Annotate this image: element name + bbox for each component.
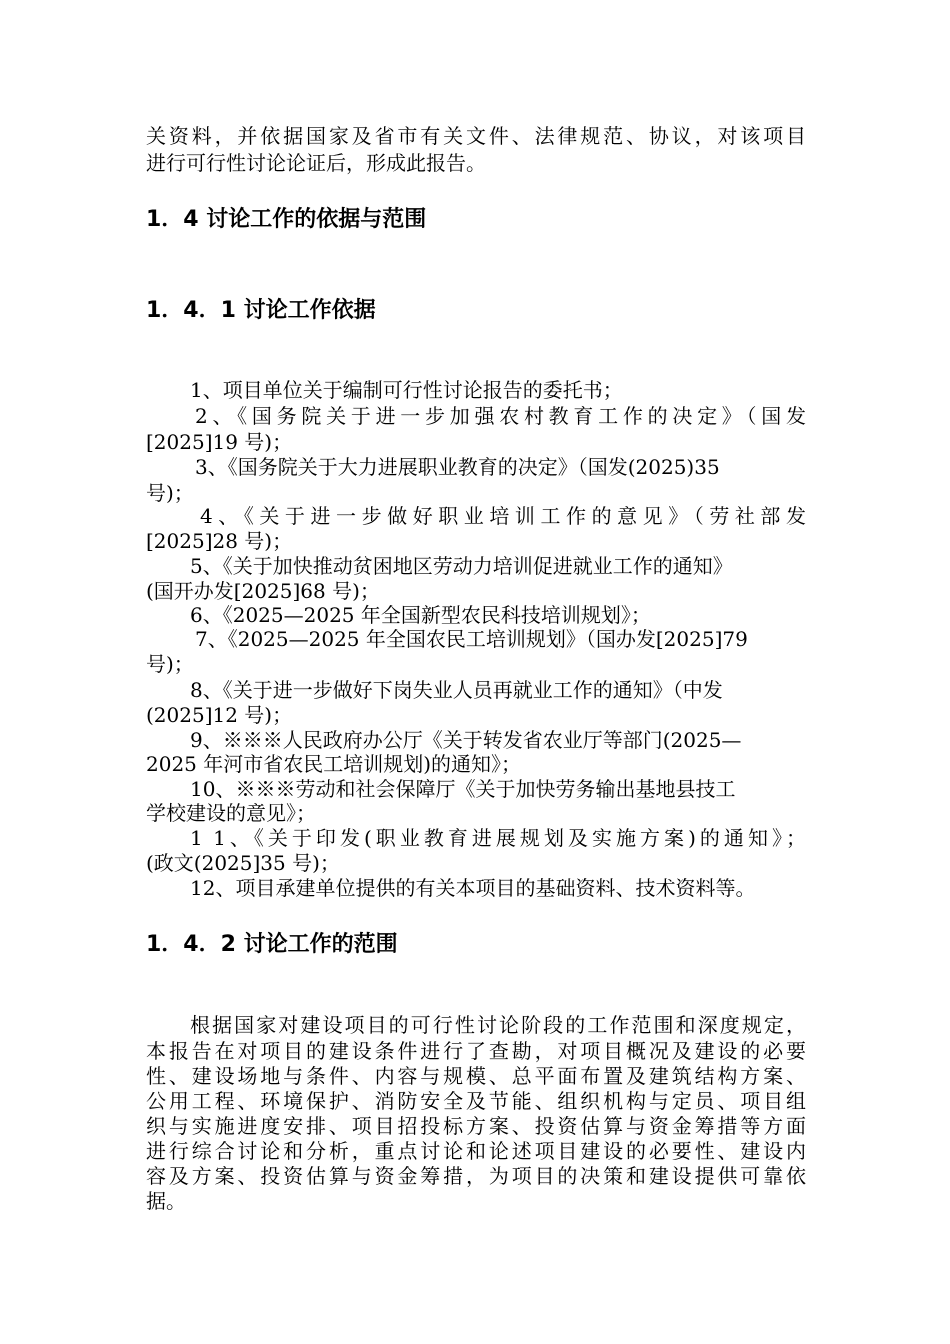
basis-list-item: 10、※※※劳动和社会保障厅《关于加快劳务输出基地县技工 <box>190 777 736 801</box>
scope-paragraph-line: 进行综合讨论和分析，重点讨论和论述项目建设的必要性、建设内 <box>146 1139 806 1163</box>
basis-list-item: 9、※※※人民政府办公厅《关于转发省农业厅等部门(2025— <box>190 728 742 752</box>
basis-list-item-cont: (国开办发[2025]68 号)； <box>146 579 380 603</box>
subsection-heading: 1．4．2 讨论工作的范围 <box>146 932 398 957</box>
basis-list-item: 7、《2025—2025 年全国农民工培训规划》（国办发[2025]79 <box>195 627 748 651</box>
basis-list-item-cont: [2025]28 号)； <box>146 529 293 553</box>
basis-list-item: 3、《国务院关于大力进展职业教育的决定》（国发(2025)35 <box>195 455 720 479</box>
basis-list-item: 12、项目承建单位提供的有关本项目的基础资料、技术资料等。 <box>190 876 756 900</box>
subsection-heading: 1．4．1 讨论工作依据 <box>146 298 376 323</box>
section-heading: 1．4 讨论工作的依据与范围 <box>146 207 427 232</box>
scope-paragraph-line: 本报告在对项目的建设条件进行了查勘，对项目概况及建设的必要 <box>146 1039 806 1063</box>
basis-list-item-cont: 号)； <box>146 652 194 676</box>
scope-paragraph-line: 织与实施进度安排、项目招投标方案、投资估算与资金筹措等方面 <box>146 1114 806 1138</box>
basis-list-item-cont: (政文(2025]35 号)； <box>146 851 340 875</box>
scope-paragraph-line: 公用工程、环境保护、消防安全及节能、组织机构与定员、项目组 <box>146 1089 806 1113</box>
basis-list-item-cont: [2025]19 号)； <box>146 430 293 454</box>
basis-list-item: 2、《国务院关于进一步加强农村教育工作的决定》（国发 <box>195 404 806 428</box>
basis-list-item: 6、《2025—2025 年全国新型农民科技培训规划》； <box>190 603 651 627</box>
basis-list-item: 1、项目单位关于编制可行性讨论报告的委托书； <box>190 378 623 402</box>
basis-list-item-cont: 学校建设的意见》； <box>146 801 316 825</box>
basis-list-item: 4、《关于进一步做好职业培训工作的意见》（劳社部发 <box>200 504 806 528</box>
scope-paragraph-line: 据。 <box>146 1189 186 1213</box>
basis-list-item-cont: 号)； <box>146 481 194 505</box>
scope-paragraph-line: 根据国家对建设项目的可行性讨论阶段的工作范围和深度规定， <box>190 1013 806 1037</box>
basis-list-item-cont: 2025 年河市省农民工培训规划)的通知》； <box>146 752 522 776</box>
scope-paragraph-line: 容及方案、投资估算与资金筹措，为项目的决策和建设提供可靠依 <box>146 1164 806 1188</box>
basis-list-item-cont: (2025]12 号)； <box>146 703 293 727</box>
basis-list-item: 8、《关于进一步做好下岗失业人员再就业工作的通知》（中发 <box>190 678 723 702</box>
intro-line: 关资料，并依据国家及省市有关文件、法律规范、协议，对该项目 <box>146 124 806 148</box>
intro-line: 进行可行性讨论论证后，形成此报告。 <box>146 151 486 175</box>
basis-list-item: 5、《关于加快推动贫困地区劳动力培训促进就业工作的通知》 <box>190 554 733 578</box>
basis-list-item: 1 1、《关于印发(职业教育进展规划及实施方案)的通知》； <box>190 826 806 850</box>
scope-paragraph-line: 性、建设场地与条件、内容与规模、总平面布置及建筑结构方案、 <box>146 1064 806 1088</box>
